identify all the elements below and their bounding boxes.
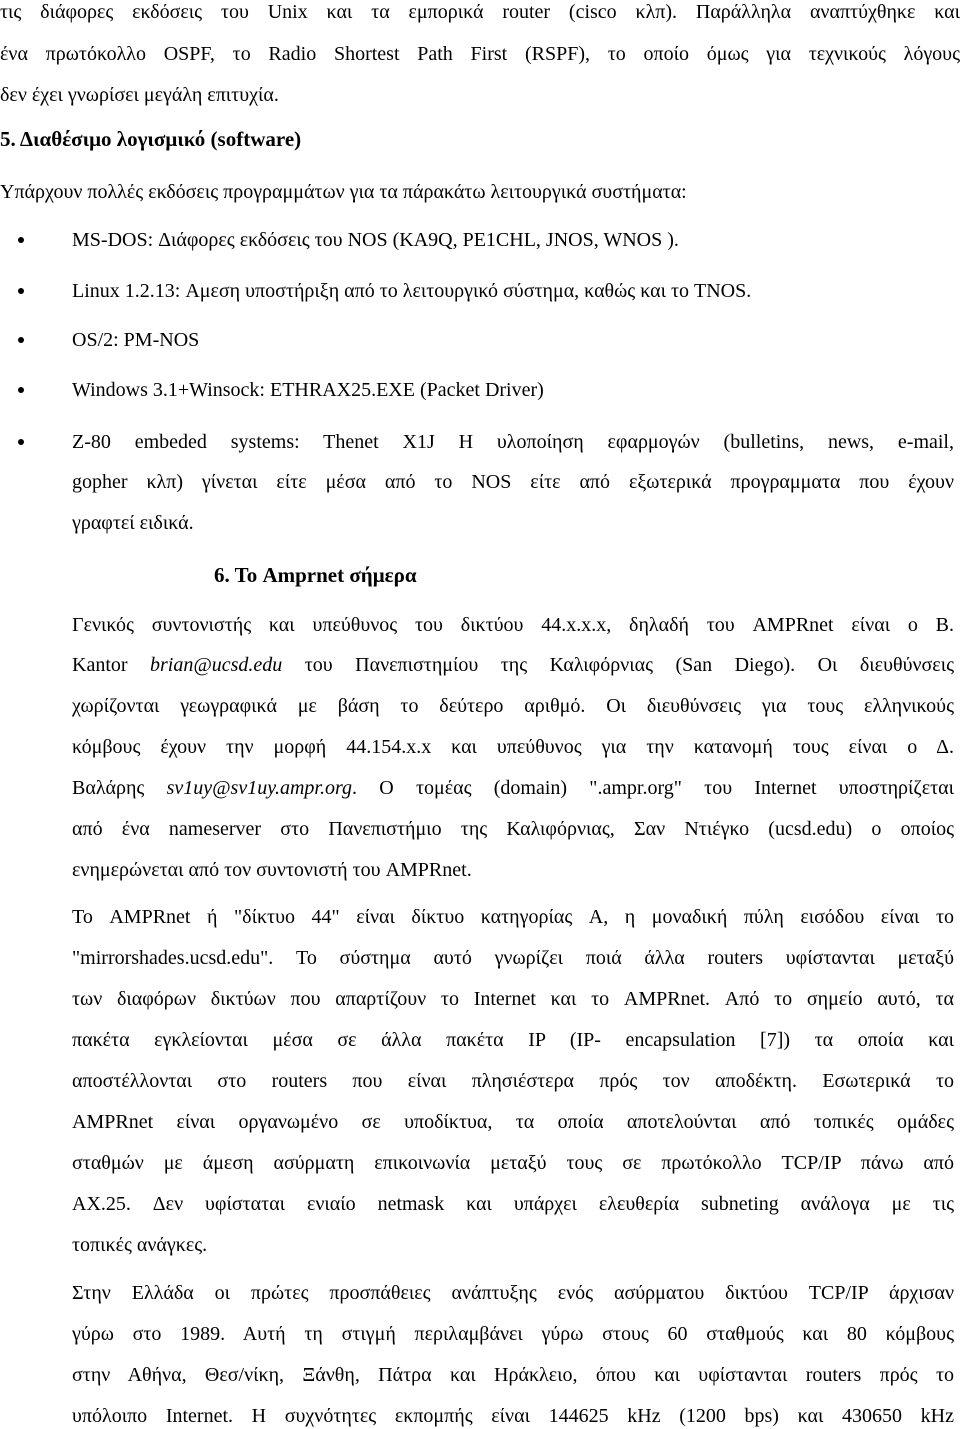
paragraph-line: υπόλοιπο Internet. Η συχνότητες εκπομπής είναι 144625 kHz (1200 bps) και 430650 kHz [72, 1405, 954, 1427]
section-5-heading: 5. Διαθέσιμο λογισμικό (software) [0, 127, 302, 151]
paragraph-line: στην Αθήνα, Θεσ/νίκη, Ξάνθη, Πάτρα και Ηράκλειο, όπου και υφίστανται routers πρός το [72, 1364, 954, 1386]
bullet-text: OS/2: PM-NOS [72, 329, 200, 351]
paragraph-line: ενημερώνεται από τον συντονιστή του AMPRnet. [72, 859, 472, 881]
bullet-icon [18, 337, 24, 343]
paragraph-line: Γενικός συντονιστής και υπεύθυνος του δικτύου 44.x.x.x, δηλαδή του AMPRnet είναι ο B. [72, 614, 954, 636]
intro-line-2: ένα πρωτόκολλο OSPF, το Radio Shortest Path First (RSPF), το οποίο όμως για τεχνικούς λόγους [0, 43, 960, 65]
paragraph-line: AMPRnet είναι οργανωμένο σε υποδίκτυα, τα οποία αποτελούνται από τοπικές ομάδες [72, 1111, 954, 1133]
section-5-intro: Υπάρχουν πολλές εκδόσεις προγραμμάτων για τα πάρακάτω λειτουργικά συστήματα: [0, 181, 687, 203]
bullet-item [0, 329, 960, 353]
bullet-item-z80 [0, 431, 960, 455]
bullet-text: Linux 1.2.13: Αμεση υποστήριξη από το λειτουργικό σύστημα, καθώς και το TNOS. [72, 280, 752, 302]
bullet-icon [18, 387, 24, 393]
paragraph-line: Το AMPRnet ή "δίκτυο 44" είναι δίκτυο κατηγορίας A, η μοναδική πύλη εισόδου είναι το [72, 906, 954, 928]
bullet-continuation: gopher κλπ) γίνεται είτε μέσα από το NOS είτε από εξωτερικά προγραμματα που έχουν [72, 471, 954, 493]
paragraph-line: αποστέλλονται στο routers που είναι πλησιέστερα πρός τον αποδέκτη. Εσωτερικά το [72, 1070, 954, 1092]
bullet-item [0, 229, 960, 253]
intro-line-1: τις διάφορες εκδόσεις του Unix και τα εμπορικά router (cisco κλπ). Παράλληλα αναπτύχθηκε και [0, 1, 960, 23]
email-link[interactable]: sv1uy@sv1uy.ampr.org [166, 777, 353, 799]
bullet-text: Windows 3.1+Winsock: ETHRAX25.EXE (Packet Driver) [72, 379, 544, 401]
email-link[interactable]: brian@ucsd.edu [150, 654, 283, 676]
paragraph-line: των διαφόρων δικτύων που απαρτίζουν το Internet και το AMPRnet. Από το σημείο αυτό, τα [72, 988, 955, 1010]
paragraph-line: Βαλάρης sv1uy@sv1uy.ampr.org. Ο τομέας (domain) ".ampr.org" του Internet υποστηρίζεται [72, 777, 954, 799]
bullet-item [0, 379, 960, 403]
paragraph-line: κόμβους έχουν την μορφή 44.154.x.x και υπεύθυνος για την κατανομή τους είναι ο Δ. [72, 736, 954, 758]
paragraph-line: AX.25. Δεν υφίσταται ενιαίο netmask και υπάρχει ελευθερία subneting ανάλογα με τις [72, 1193, 954, 1215]
bullet-icon [18, 439, 24, 445]
paragraph-line: τοπικές ανάγκες. [72, 1234, 208, 1256]
intro-line-3: δεν έχει γνωρίσει μεγάλη επιτυχία. [0, 84, 279, 106]
paragraph-line: χωρίζονται γεωγραφικά με βάση το δεύτερο αριθμό. Οι διευθύνσεις για τους ελληνικούς [72, 695, 954, 717]
section-6-heading: 6. Το Amprnet σήμερα [214, 563, 417, 587]
paragraph-line: πακέτα εγκλείονται μέσα σε άλλα πακέτα IP (IP- encapsulation [7]) τα οποία και [72, 1029, 954, 1051]
bullet-icon [18, 288, 24, 294]
paragraph-line: γύρω στο 1989. Αυτή τη στιγμή περιλαμβάνει γύρω στους 60 σταθμούς και 80 κόμβους [72, 1323, 954, 1345]
bullet-text: MS-DOS: Διάφορες εκδόσεις του NOS (KA9Q, PE1CHL, JNOS, WNOS ). [72, 229, 679, 251]
bullet-continuation: γραφτεί ειδικά. [72, 512, 194, 534]
paragraph-line: σταθμών με άμεση ασύρματη επικοινωνία μεταξύ τους σε πρωτόκολλο TCP/IP πάνω από [72, 1152, 954, 1174]
paragraph-line: "mirrorshades.ucsd.edu". Το σύστημα αυτό γνωρίζει ποιά άλλα routers υφίστανται μεταξύ [72, 947, 954, 969]
bullet-icon [18, 237, 24, 243]
paragraph-line: από ένα nameserver στο Πανεπιστήμιο της Καλιφόρνιας, Σαν Ντιέγκο (ucsd.edu) ο οποίος [72, 818, 954, 840]
bullet-text: Z-80 embeded systems: Thenet X1J Η υλοποίηση εφαρμογών (bulletins, news, e-mail, [72, 431, 954, 453]
paragraph-line: Στην Ελλάδα οι πρώτες προσπάθειες ανάπτυξης ενός ασύρματου δικτύου TCP/IP άρχισαν [72, 1282, 954, 1304]
paragraph-line: Kantor brian@ucsd.edu του Πανεπιστημίου της Καλιφόρνιας (San Diego). Οι διευθύνσεις [72, 654, 954, 676]
bullet-item [0, 280, 960, 304]
